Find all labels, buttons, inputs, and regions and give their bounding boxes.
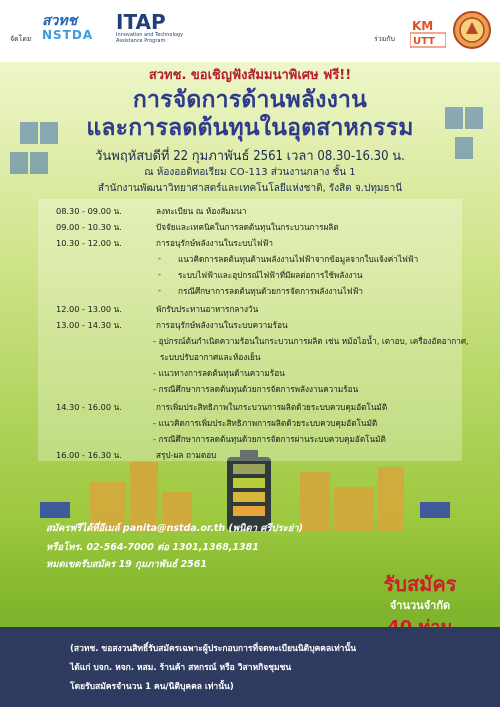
bullet-dash: -: [153, 418, 159, 428]
nstda-logo-thai: สวทช: [42, 13, 78, 29]
schedule-subtopic-text: แนวทางการลดต้นทุนด้านความร้อน: [158, 368, 285, 378]
schedule-subtopic-text: อุปกรณ์ต้นกำเนิดความร้อนในกระบวนการผลิต เช่น หม้อไอน้ำ, เตาอบ, เครื่องอัดอากาศ,: [158, 336, 469, 346]
seminar-invitation: สวทช. ขอเชิญฟังสัมมนาพิเศษ ฟรี!!: [148, 68, 352, 83]
royal-seal-icon: [452, 10, 492, 50]
schedule-subtopic: ระบบไฟฟ้าและอุปกรณ์ไฟฟ้าที่มีผลต่อการใช้พลังงาน: [178, 270, 363, 280]
registration-deadline: หมดเขตรับสมัคร 19 กุมภาพันธ์ 2561: [46, 559, 208, 570]
schedule-subtopic-text: กรณีศึกษาการลดต้นทุนด้วยการจัดการผ่านระบบควบคุมอัตโนมัติ: [158, 434, 386, 444]
schedule-time: 16.00 - 16.30 น.: [56, 450, 122, 460]
schedule-subtopic: [153, 367, 285, 380]
footer-line3: โดยรับสมัครจำนวน 1 คน/นิติบุคคล เท่านั้น): [70, 682, 234, 692]
nstda-logo: [42, 14, 104, 46]
schedule-topic: สรุป-ผล ถามตอบ: [156, 450, 217, 460]
event-date-time: วันพฤหัสบดีที่ 22 กุมภาพันธ์ 2561 เวลา 08.30-16.30 น.: [95, 149, 405, 164]
schedule-topic: การอนุรักษ์พลังงานในระบบไฟฟ้า: [156, 238, 273, 248]
itap-logo-text: ITAP: [116, 10, 166, 34]
schedule-time: 13.00 - 14.30 น.: [56, 320, 122, 330]
event-venue-room: ณ ห้องออดิทอเรียม CO-113 ส่วนงานกลาง ชั้น 1: [144, 167, 356, 178]
itap-logo: [116, 12, 186, 44]
page-title-line1: การจัดการด้านพลังงาน: [132, 87, 368, 113]
schedule-time: 12.00 - 13.00 น.: [56, 304, 122, 314]
schedule-time: 08.30 - 09.00 น.: [56, 206, 122, 216]
footer-line1: (สวทช. ขอสงวนสิทธิ์รับสมัครเฉพาะผู้ประกอบการที่จดทะเบียนนิติบุคคลเท่านั้น: [70, 644, 357, 654]
kmutt-logo: [410, 14, 446, 48]
schedule-topic: ลงทะเบียน ณ ห้องสัมมนา: [156, 206, 247, 216]
svg-text:UTT: UTT: [413, 36, 435, 47]
itap-logo-tagline: Innovation and Technology Assistance Program: [116, 32, 184, 44]
bullet-dash: -: [153, 336, 159, 346]
bullet-dash: -: [153, 434, 159, 444]
schedule-topic: การเพิ่มประสิทธิภาพในกระบวนการผลิตด้วยระบบควบคุมอัตโนมัติ: [156, 402, 388, 412]
schedule-subtopic-text: กรณีศึกษาการลดต้นทุนด้วยการจัดการพลังงานความร้อน: [158, 384, 359, 394]
schedule-subtopic: แนวคิดการลดต้นทุนด้านพลังงานไฟฟ้าจากข้อมูลจากใบแจ้งค่าไฟฟ้า: [178, 254, 419, 264]
schedule-topic: พักรับประทานอาหารกลางวัน: [156, 304, 259, 314]
schedule-time: 10.30 - 12.00 น.: [56, 238, 122, 248]
footer-line2: ได้แก่ บจก. หจก. หสม. ร้านค้า สหกรณ์ หรือ วิสาหกิจชุมชน: [70, 663, 292, 673]
contact-email: สมัครฟรีได้ที่อีเมล์ panita@nstda.or.th (พนิดา ศรีประย่า): [46, 523, 303, 534]
schedule-table: [38, 199, 469, 461]
schedule-topic: ปัจจัยและเทคนิคในการลดต้นทุนในกระบวนการผลิต: [156, 222, 339, 232]
event-venue-address: สำนักงานพัฒนาวิทยาศาสตร์และเทคโนโลยีแห่งชาติ, รังสิต จ.ปทุมธานี: [97, 183, 403, 194]
footer-notice: [0, 627, 500, 707]
nstda-logo-text: NSTDA: [42, 28, 94, 42]
bullet-dash: -: [158, 285, 161, 295]
header-bar: [0, 0, 500, 62]
bullet-dash: -: [153, 384, 159, 394]
organized-by-label: จัดโดย: [10, 35, 32, 43]
page-title-line2: และการลดต้นทุนในอุตสาหกรรม: [86, 115, 414, 141]
schedule-subtopic: [153, 383, 358, 396]
schedule-time: 14.30 - 16.00 น.: [56, 402, 122, 412]
schedule-subtopic-text: แนวคิดการเพิ่มประสิทธิภาพการผลิตด้วยระบบควบคุมอัตโนมัติ: [158, 418, 378, 428]
schedule-time: 09.00 - 10.30 น.: [56, 222, 122, 232]
schedule-subtopic: กรณีศึกษาการลดต้นทุนด้วยการจัดการพลังงานไฟฟ้า: [178, 286, 363, 296]
schedule-subtopic: [153, 335, 469, 348]
svg-text:KM: KM: [412, 19, 434, 33]
schedule-topic: การอนุรักษ์พลังงานในระบบความร้อน: [156, 320, 288, 330]
bullet-dash: -: [153, 368, 159, 378]
schedule-subtopic: [153, 417, 377, 430]
schedule-subtopic-continued: ระบบปรับอากาศและห้องเย็น: [160, 352, 261, 362]
badge-limited: จำนวนจำกัด: [389, 599, 451, 612]
badge-register: รับสมัคร: [383, 572, 457, 596]
bullet-dash: -: [158, 253, 161, 263]
schedule-subtopic: [153, 433, 386, 446]
collaboration-label: ร่วมกับ: [374, 35, 395, 43]
contact-phone: หรือโทร. 02-564-7000 ต่อ 1301,1368,1381: [46, 542, 259, 553]
bullet-dash: -: [158, 269, 161, 279]
